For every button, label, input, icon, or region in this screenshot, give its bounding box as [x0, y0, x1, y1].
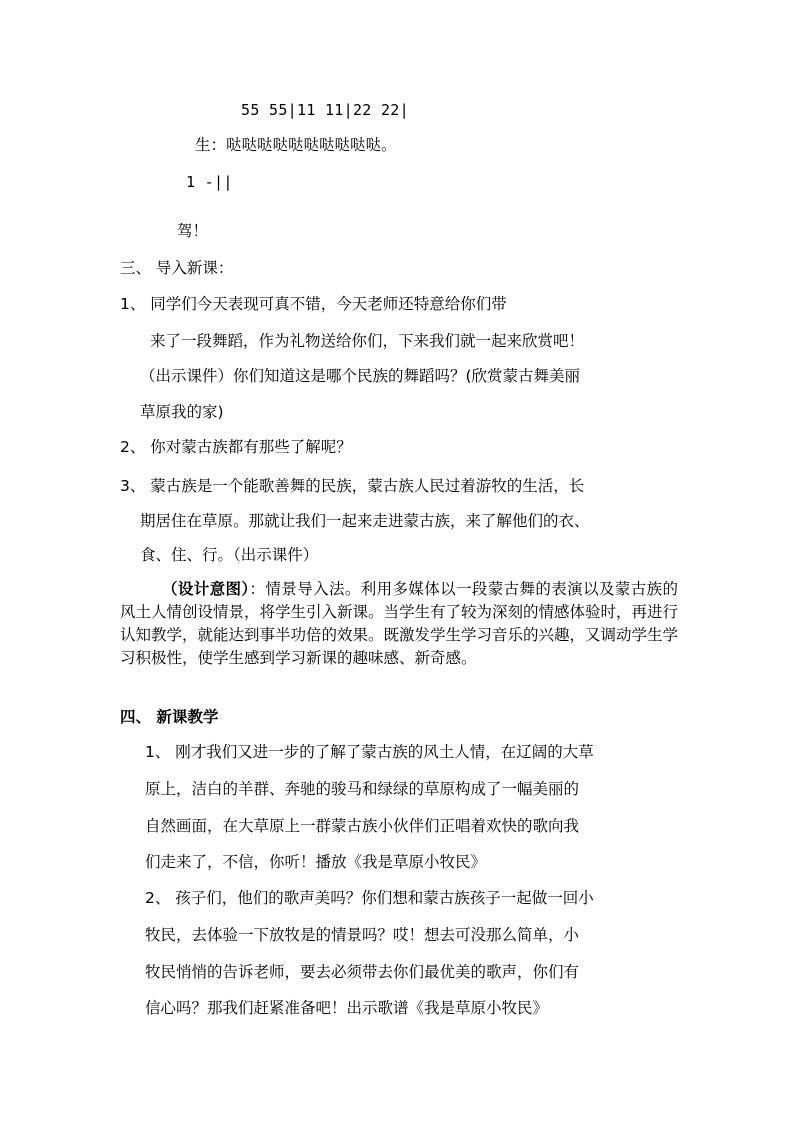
design-intent-paragraph — [120, 578, 678, 670]
section4-item2-line4: 信心吗？那我们赶紧准备吧！出示歌谱《我是草原小牧民》 — [145, 999, 549, 1017]
section4-item1-line3: 自然画面，在大草原上一群蒙古族小伙伴们正唱着欢快的歌向我 — [145, 817, 580, 835]
section4-item2-line2: 牧民，去体验一下放牧是的情景吗？哎！想去可没那么简单，小 — [145, 926, 580, 944]
notation-line-jia: 驾！ — [177, 222, 209, 240]
notation-line-student: 生：哒哒哒哒哒哒哒哒哒哒。 — [195, 136, 397, 154]
section4-item1-line2: 原上，洁白的羊群、奔驰的骏马和绿绿的草原构成了一幅美丽的 — [145, 780, 580, 798]
section4-item1-line4: 们走来了，不信，你听！播放《我是草原小牧民》 — [145, 853, 487, 871]
section3-item2-line1: 2、 你对蒙古族都有那些了解呢？ — [120, 438, 352, 456]
section3-item3-line1: 3、 蒙古族是一个能歌善舞的民族，蒙古族人民过着游牧的生活，长 — [120, 477, 585, 495]
notation-line-numbers: 55 55|11 11|22 22| — [241, 101, 409, 119]
section3-item1-line3: （出示课件）你们知道这是哪个民族的舞蹈吗？(欣赏蒙古舞美丽 — [140, 367, 581, 385]
section3-item1-line2: 来了一段舞蹈，作为礼物送给你们，下来我们就一起来欣赏吧！ — [150, 332, 585, 350]
section4-item2-line3: 牧民悄悄的告诉老师，要去必须带去你们最优美的歌声，你们有 — [145, 963, 580, 981]
section3-item1-line4: 草原我的家) — [140, 403, 224, 421]
section3-heading: 三、 导入新课： — [120, 259, 234, 277]
section3-item1-line1: 1、 同学们今天表现可真不错，今天老师还特意给你们带 — [120, 295, 507, 313]
section3-item3-line2: 期居住在草原。那就让我们一起来走进蒙古族，来了解他们的衣、 — [140, 512, 590, 530]
notation-line-ending: 1 -|| — [186, 173, 233, 191]
section4-item2-line1: 2、 孩子们，他们的歌声美吗？你们想和蒙古族孩子一起做一回小 — [145, 889, 594, 907]
design-intent-text: ：情景导入法。利用多媒体以一段蒙古舞的表演以及蒙古族的风土人情创设情景，将学生引入新课。当学生有了较为深刻的情感体验时，再进行认知教学，就能达到事半功倍的效果。既激发学生学习音乐的兴趣，又调动学生学习积极性，使学生感到学习新课的趣味感、新奇感。 — [120, 580, 679, 667]
design-intent-label: （设计意图） — [162, 580, 250, 598]
section4-heading: 四、 新课教学 — [120, 708, 219, 726]
section4-item1-line1: 1、 刚才我们又进一步的了解了蒙古族的风土人情，在辽阔的大草 — [145, 743, 594, 761]
section3-item3-line3: 食、住、行。（出示课件） — [140, 546, 319, 564]
